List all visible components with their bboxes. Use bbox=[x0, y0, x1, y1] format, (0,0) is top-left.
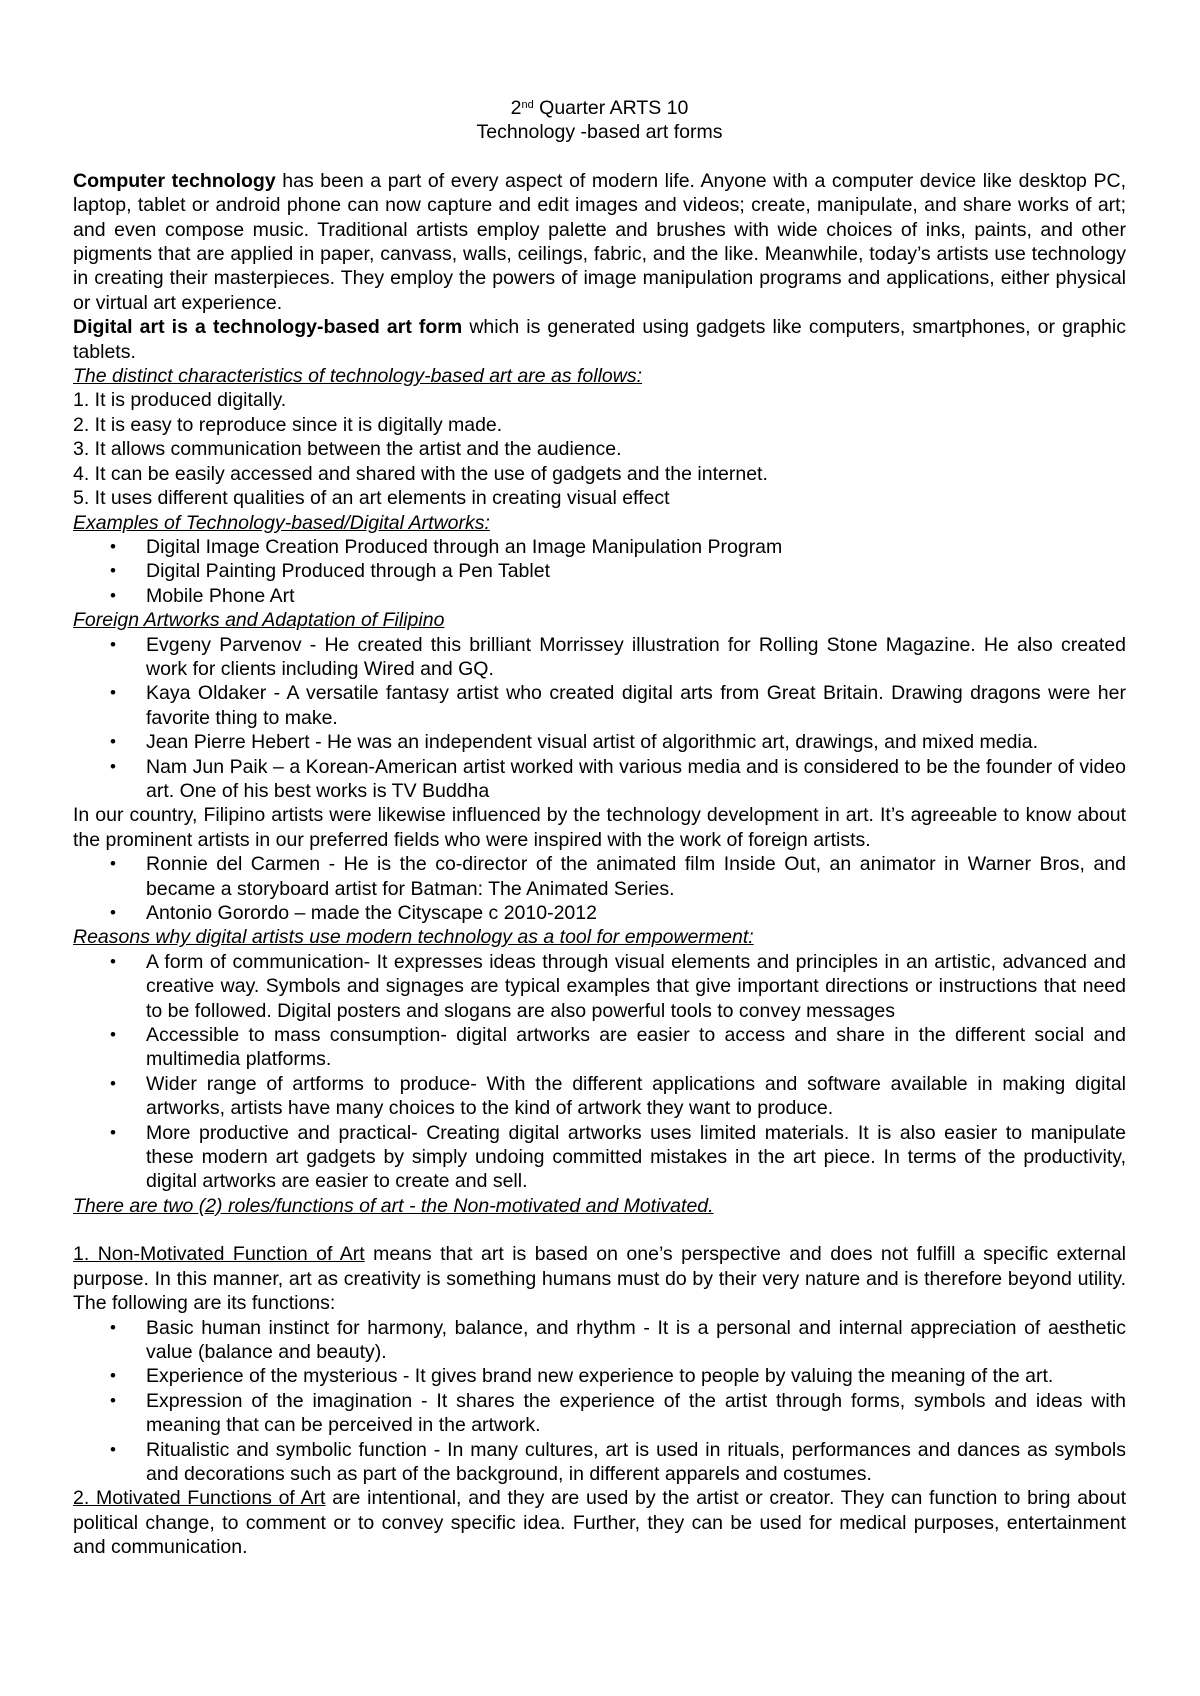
list-item bbox=[73, 584, 1126, 608]
bullet-icon: • bbox=[110, 683, 116, 703]
title-line-topic: Technology -based art forms bbox=[476, 121, 723, 144]
list-item-text: Jean Pierre Hebert - He was an independent visual artist of algorithmic art, drawings, and mixed media. bbox=[146, 731, 1039, 754]
bullet-icon: • bbox=[110, 756, 116, 776]
list-item-text: Mobile Phone Art bbox=[146, 584, 295, 607]
list-item-text: Expression of the imagination - It shares the experience of the artist through forms, symbols and ideas with meaning that can be perceived in the artwork. bbox=[146, 1389, 1126, 1437]
intro-text: has been a part of every aspect of modern life. Anyone with a computer device like desktop PC, laptop, tablet or android phone can now capture and edit images and videos; create, manipulate, and share works of art; and even compose music. Traditional artists employ palette and brushes with wide choices of inks, paints, and other pigments that are applied in paper, canvass, walls, ceilings, fabric, and the like. Meanwhile, today’s artists use technology in creating their masterpieces. They employ the powers of image manipulation programs and applications, either physical or virtual art experience. bbox=[73, 169, 1126, 314]
characteristic-item: 2. It is easy to reproduce since it is digitally made. bbox=[73, 413, 503, 436]
filipino-intro-paragraph: In our country, Filipino artists were likewise influenced by the technology development in art. It’s agreeable to know about the prominent artists in our preferred fields who were inspired with the work of foreign artists. bbox=[73, 804, 1126, 851]
list-item bbox=[73, 1121, 1126, 1194]
digital-art-paragraph bbox=[73, 315, 1126, 364]
bullet-icon: • bbox=[110, 854, 116, 874]
roles-heading: There are two (2) roles/functions of art - the Non-motivated and Motivated. bbox=[73, 1194, 714, 1217]
motivated-term: 2. Motivated Functions of Art bbox=[73, 1487, 326, 1510]
motivated-text: are intentional, and they are used by the artist or creator. They can function to bring about political change, to comment or to convey specific idea. Further, they can be used for medical purposes, entertainment and communication. bbox=[73, 1487, 1127, 1559]
reasons-list bbox=[73, 950, 1126, 1194]
bullet-icon: • bbox=[110, 951, 116, 971]
characteristic-item: 1. It is produced digitally. bbox=[73, 389, 287, 412]
spacer bbox=[73, 1218, 1126, 1242]
motivated-paragraph bbox=[73, 1486, 1126, 1559]
bullet-icon: • bbox=[110, 1317, 116, 1337]
list-item bbox=[73, 1316, 1126, 1365]
list-item-text: Experience of the mysterious - It gives brand new experience to people by valuing the meaning of the art. bbox=[146, 1365, 1054, 1388]
list-item bbox=[73, 559, 1126, 583]
list-item-text: Evgeny Parvenov - He created this brilliant Morrissey illustration for Rolling Stone Magazine. He also created work for clients including Wired and GQ. bbox=[146, 633, 1126, 680]
list-item bbox=[73, 1438, 1126, 1487]
list-item-text: Digital Image Creation Produced through an Image Manipulation Program bbox=[146, 535, 783, 558]
list-item-text: Digital Painting Produced through a Pen Tablet bbox=[146, 560, 550, 583]
list-item bbox=[73, 1364, 1126, 1388]
list-item bbox=[73, 730, 1126, 754]
digital-art-text: which is generated using gadgets like computers, smartphones, or graphic tablets. bbox=[73, 316, 1126, 363]
list-item-text: Wider range of artforms to produce- With the different applications and software available in making digital artworks, artists have many choices to the kind of artwork they want to produce. bbox=[146, 1072, 1126, 1120]
title-ordinal-suffix: nd bbox=[521, 99, 534, 111]
list-item-text: Ronnie del Carmen - He is the co-director of the animated film Inside Out, an animator in Warner Bros, and became a storyboard artist for Batman: The Animated Series. bbox=[146, 853, 1126, 900]
characteristics-list bbox=[73, 388, 1126, 510]
list-item bbox=[73, 1072, 1126, 1121]
list-item bbox=[73, 535, 1126, 559]
bullet-icon: • bbox=[110, 1439, 116, 1459]
list-item bbox=[73, 633, 1126, 682]
list-item-text: Basic human instinct for harmony, balance, and rhythm - It is a personal and internal appreciation of aesthetic value (balance and beauty). bbox=[146, 1316, 1126, 1363]
title-subject: Quarter ARTS 10 bbox=[533, 97, 689, 119]
non-motivated-functions-list bbox=[73, 1316, 1126, 1487]
list-item bbox=[73, 681, 1126, 730]
foreign-artists-list bbox=[73, 633, 1126, 804]
list-item-text: Accessible to mass consumption- digital artworks are easier to access and share in the different social and multimedia platforms. bbox=[146, 1024, 1126, 1071]
title-ordinal-number: 2 bbox=[510, 97, 522, 119]
list-item bbox=[73, 950, 1126, 1023]
list-item-text: A form of communication- It expresses ideas through visual elements and principles in an artistic, advanced and creative way. Symbols and signages are typical examples that give important directions or instructions that need to be followed. Digital posters and slogans are also powerful tools to convey messages bbox=[146, 950, 1126, 1022]
spacer bbox=[73, 145, 1126, 169]
examples-list bbox=[73, 535, 1126, 608]
bullet-icon: • bbox=[110, 634, 116, 654]
characteristic-item: 5. It uses different qualities of an art elements in creating visual effect bbox=[73, 487, 670, 510]
list-item-text: Ritualistic and symbolic function - In many cultures, art is used in rituals, performances and dances as symbols and decorations such as part of the background, in different apparels and costumes. bbox=[146, 1438, 1126, 1485]
list-item bbox=[73, 901, 1126, 925]
examples-heading: Examples of Technology-based/Digital Artworks: bbox=[73, 511, 490, 534]
characteristic-item: 4. It can be easily accessed and shared with the use of gadgets and the internet. bbox=[73, 462, 768, 485]
bullet-icon: • bbox=[110, 1073, 116, 1093]
list-item bbox=[73, 1023, 1126, 1072]
list-item bbox=[73, 852, 1126, 901]
list-item-text: More productive and practical- Creating digital artworks uses limited materials. It is also easier to manipulate these modern art gadgets by simply undoing committed mistakes in the art piece. In terms of the productivity, digital artworks are easier to create and sell. bbox=[146, 1121, 1126, 1193]
characteristic-item: 3. It allows communication between the artist and the audience. bbox=[73, 438, 622, 461]
foreign-heading: Foreign Artworks and Adaptation of Filipino bbox=[73, 609, 445, 632]
bullet-icon: • bbox=[110, 732, 116, 752]
digital-art-bold-term: Digital art is a technology-based art form bbox=[73, 316, 463, 339]
intro-paragraph bbox=[73, 169, 1126, 315]
list-item-text: Nam Jun Paik – a Korean-American artist worked with various media and is considered to be the founder of video art. One of his best works is TV Buddha bbox=[146, 755, 1126, 802]
bullet-icon: • bbox=[110, 536, 116, 556]
non-motivated-term: 1. Non-Motivated Function of Art bbox=[73, 1243, 365, 1266]
bullet-icon: • bbox=[110, 1390, 116, 1410]
bullet-icon: • bbox=[110, 1122, 116, 1142]
non-motivated-text: means that art is based on one’s perspective and does not fulfill a specific external purpose. In this manner, art as creativity is something humans must do by their very nature and is therefore beyond utility. The following are its functions: bbox=[73, 1243, 1126, 1315]
bullet-icon: • bbox=[110, 903, 116, 922]
non-motivated-paragraph bbox=[73, 1242, 1126, 1315]
intro-bold-term: Computer technology bbox=[73, 169, 276, 192]
bullet-icon: • bbox=[110, 561, 116, 581]
list-item bbox=[73, 1389, 1126, 1438]
characteristics-heading: The distinct characteristics of technology-based art are as follows: bbox=[73, 365, 643, 388]
list-item bbox=[73, 755, 1126, 804]
bullet-icon: • bbox=[110, 1366, 116, 1386]
bullet-icon: • bbox=[110, 1025, 116, 1045]
list-item-text: Antonio Gorordo – made the Cityscape c 2010-2012 bbox=[146, 902, 597, 924]
bullet-icon: • bbox=[110, 585, 116, 605]
document-title bbox=[73, 96, 1126, 145]
reasons-heading: Reasons why digital artists use modern technology as a tool for empowerment: bbox=[73, 926, 754, 949]
filipino-artists-list bbox=[73, 852, 1126, 925]
list-item-text: Kaya Oldaker - A versatile fantasy artist who created digital arts from Great Britain. Drawing dragons were her favorite thing to make. bbox=[146, 682, 1126, 729]
title-line-quarter bbox=[73, 96, 1126, 120]
